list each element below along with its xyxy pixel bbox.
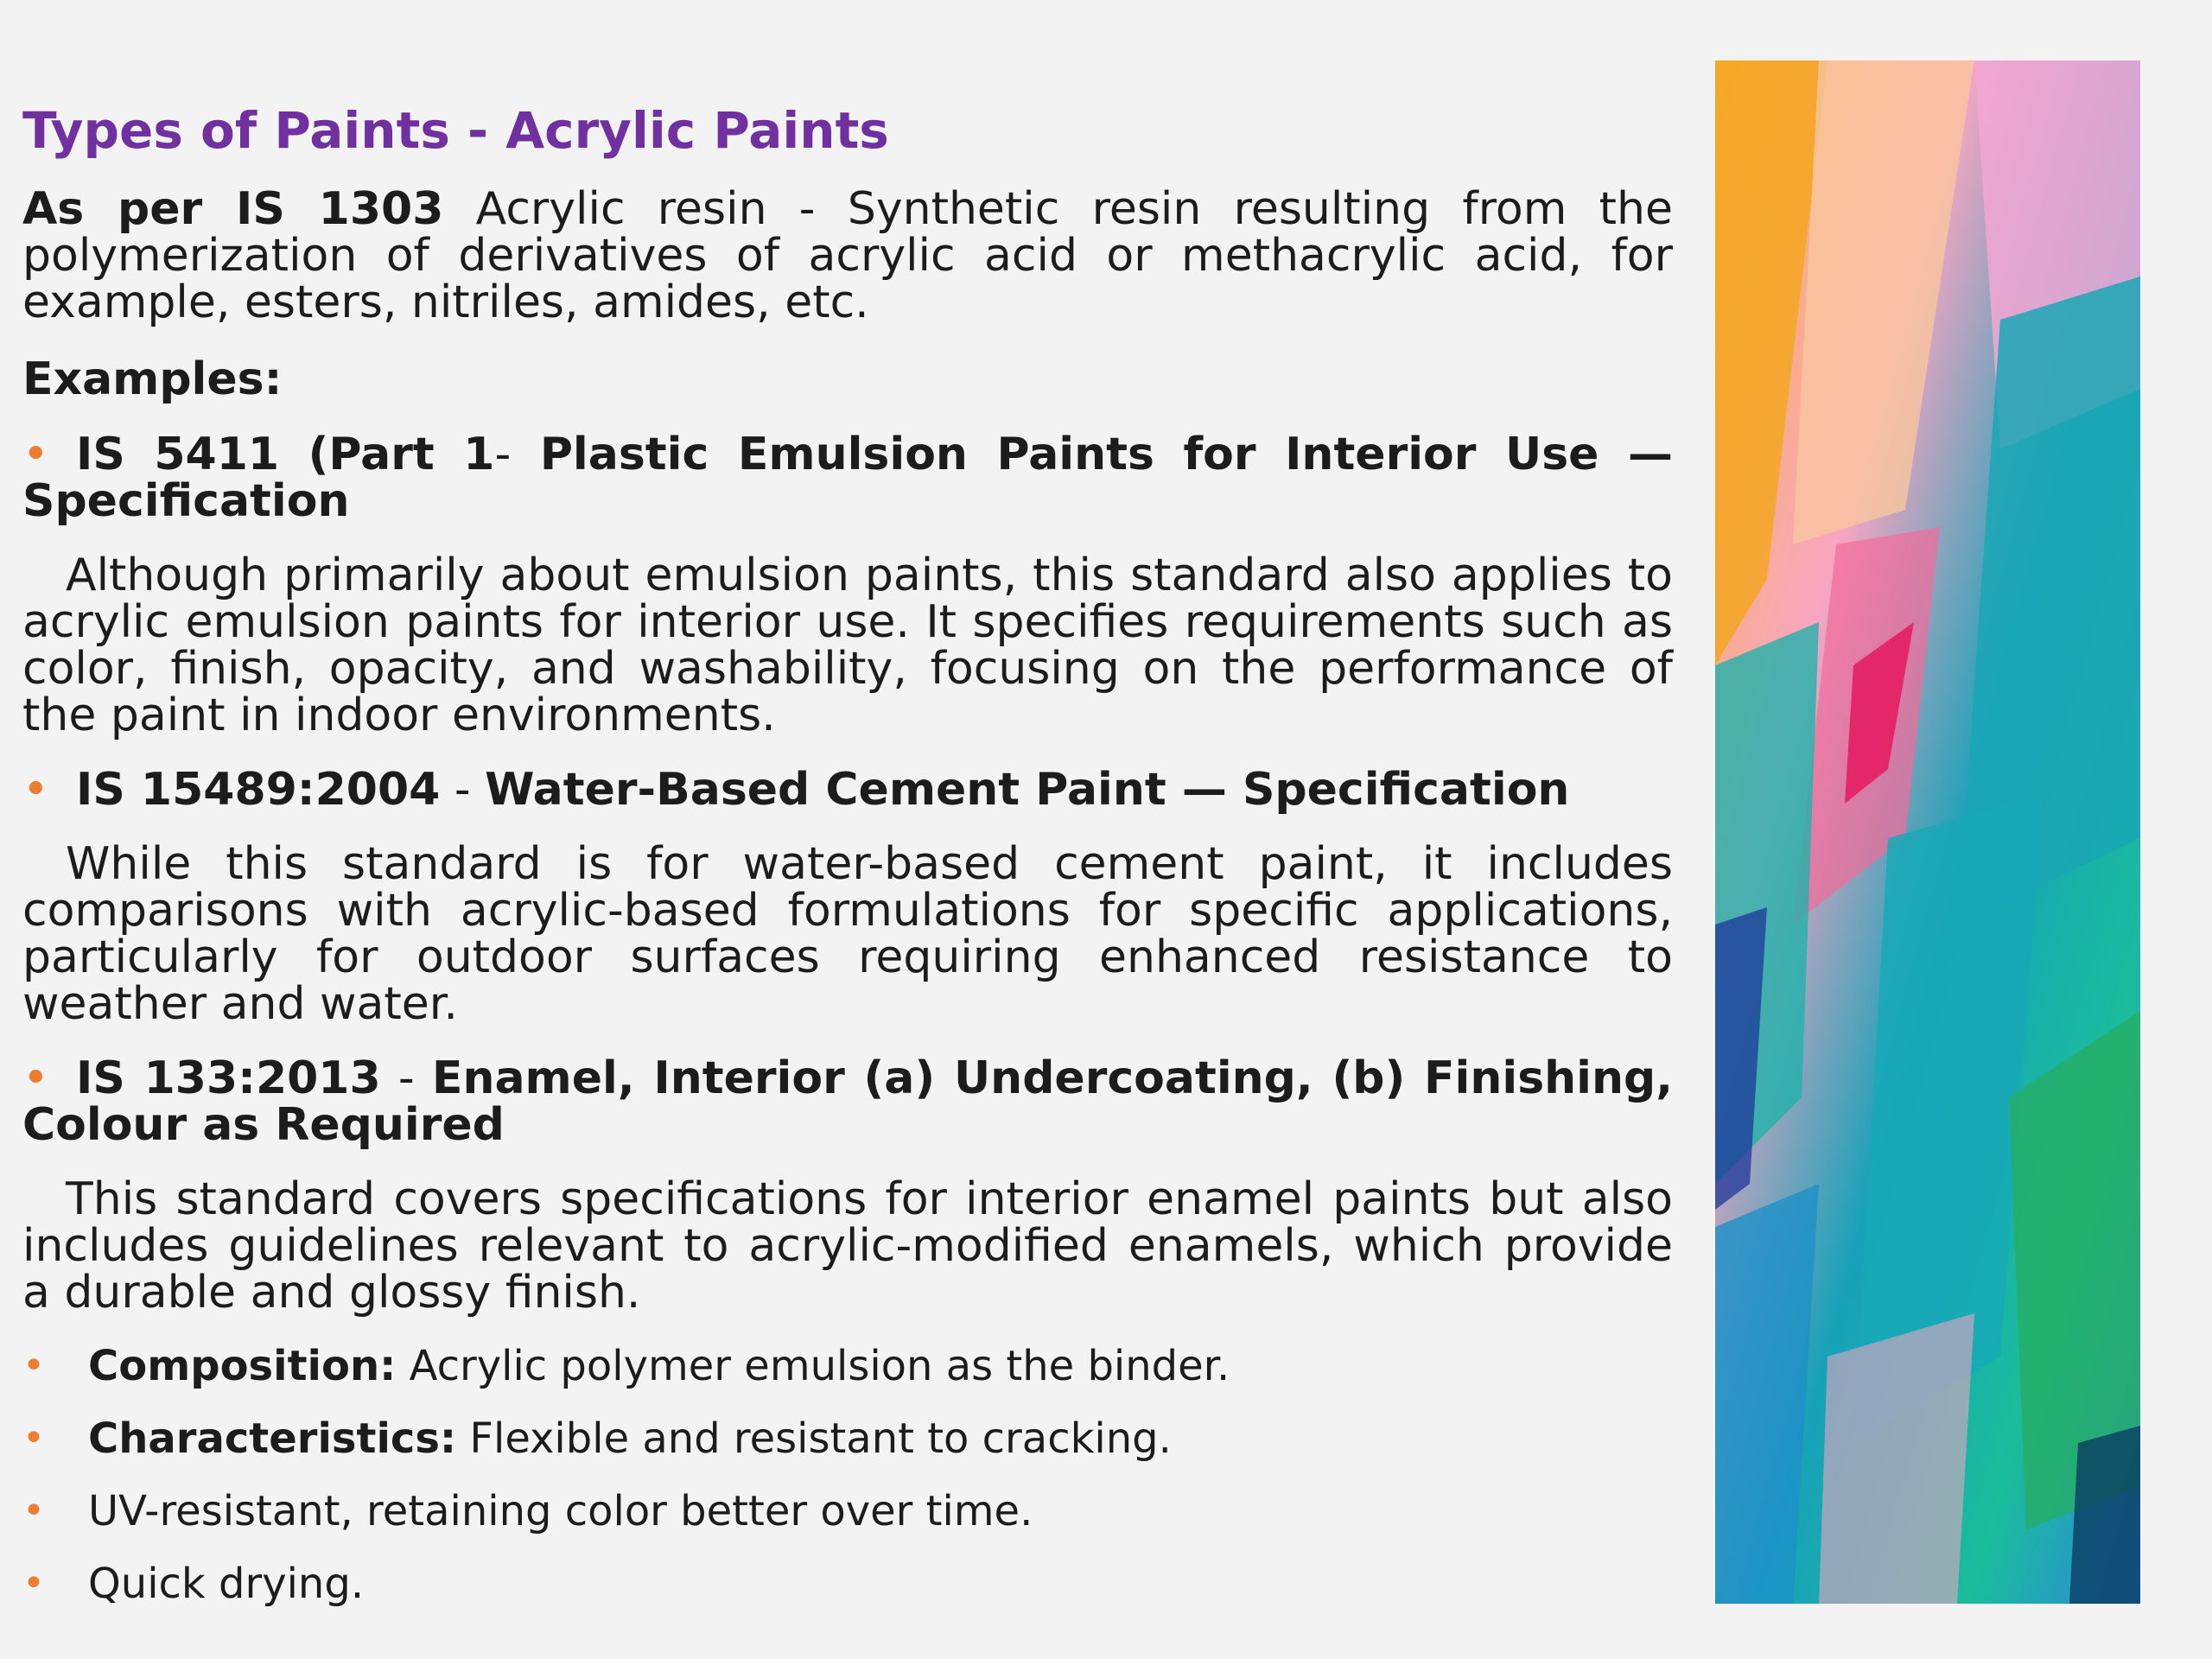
bullet-icon: • <box>22 428 49 480</box>
standard-heading <box>22 763 1673 816</box>
slide-title: Types of Paints - Acrylic Paints <box>22 101 889 160</box>
standard-heading <box>22 428 1673 527</box>
property-text: Flexible and resistant to cracking. <box>456 1414 1172 1463</box>
standard-name: Water-Based Cement Paint — Specification <box>485 763 1570 816</box>
standard-name: Enamel, Interior (a) Undercoating, (b) Finishing, Colour as Required <box>22 1052 1674 1151</box>
list-item <box>22 1416 1673 1461</box>
standard-separator: - <box>380 1052 432 1104</box>
paint-strokes-graphic <box>1715 60 2140 1604</box>
examples-label: Examples: <box>22 353 283 405</box>
bullet-icon: • <box>22 1560 45 1605</box>
list-item <box>22 1561 1673 1606</box>
standard-separator: - <box>494 428 512 480</box>
bullet-icon: • <box>22 1343 45 1388</box>
intro-text: Acrylic resin - Synthetic resin resulting from the polymerization of derivatives of acrylic acid or methacrylic acid, for example, esters, nitriles, amides, etc. <box>22 182 1673 328</box>
standard-heading <box>22 1052 1674 1151</box>
property-label: Characteristics: <box>88 1414 457 1463</box>
standard-description: This standard covers specifications for interior enamel paints but also includes guidelines relevant to acrylic-modified enamels, which provide a durable and glossy finish. <box>22 1173 1673 1319</box>
intro-lead: As per IS 1303 <box>22 182 444 235</box>
standard-code: IS 15489:2004 <box>76 763 441 816</box>
standard-code: IS 133:2013 <box>76 1052 381 1104</box>
standard-name: Plastic Emulsion Paints for Interior Use — Specification <box>22 428 1673 527</box>
abstract-paint-strokes-image <box>1715 60 2140 1604</box>
list-item <box>22 1341 1673 1390</box>
standard-code: IS 5411 (Part 1 <box>76 428 495 480</box>
property-text: Quick drying. <box>88 1559 365 1608</box>
standard-description: Although primarily about emulsion paints, this standard also applies to acrylic emulsion paints for interior use. It specifies requirements such as color, finish, opacity, and washability, focusing on the performance of the paint in indoor environments. <box>22 549 1673 741</box>
property-label: Composition: <box>88 1341 397 1390</box>
bullet-icon: • <box>22 763 49 816</box>
property-text: Acrylic polymer emulsion as the binder. <box>396 1341 1230 1390</box>
properties-list <box>22 1341 1673 1608</box>
property-text: UV-resistant, retaining color better over time. <box>88 1486 1033 1535</box>
standard-separator: - <box>440 763 486 816</box>
bullet-icon: • <box>22 1415 45 1460</box>
slide-content <box>22 102 1673 1634</box>
bullet-icon: • <box>22 1488 45 1533</box>
standard-description: While this standard is for water-based cement paint, it includes comparisons with acrylic-based formulations for specific applications, particularly for outdoor surfaces requiring enhanced resistance to weather and water. <box>22 837 1673 1030</box>
intro-paragraph <box>22 182 1673 328</box>
list-item <box>22 1486 1673 1535</box>
bullet-icon: • <box>22 1052 49 1104</box>
